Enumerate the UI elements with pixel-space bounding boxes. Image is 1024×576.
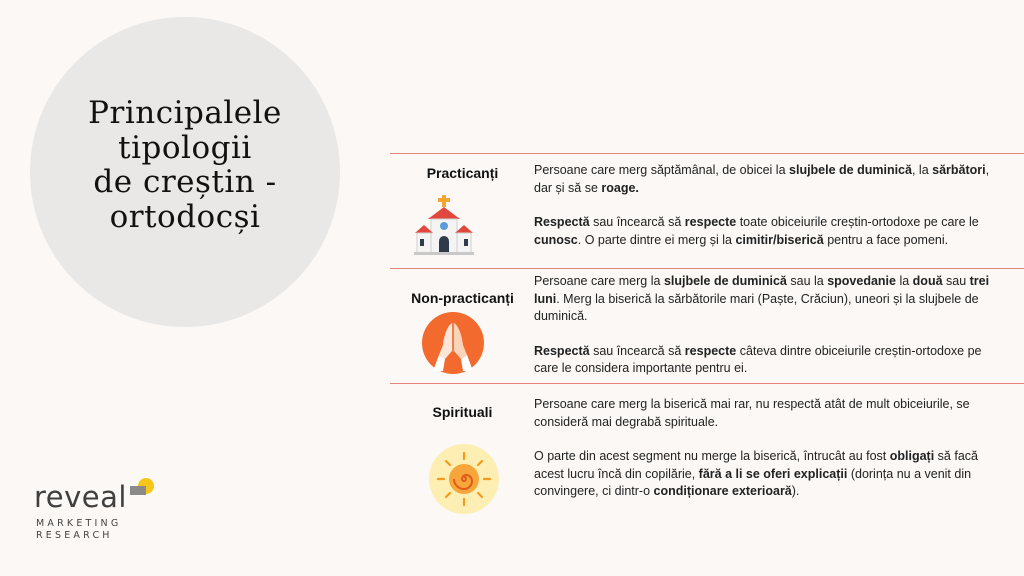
emphasis-text: trei luni (534, 274, 990, 306)
body-text: (dorința nu a venit din convingere, ci dintr-o (534, 466, 972, 498)
title-line: Principalele (88, 95, 282, 131)
description-paragraph (534, 396, 994, 431)
body-text: ). (791, 484, 800, 498)
body-text: câteva dintre obiceiurile creștin-ortodoxe pe care le considera importante pentru ei. (534, 343, 982, 375)
body-text: sau încearcă să (589, 215, 685, 229)
description-paragraph (534, 162, 994, 197)
emphasis-text: Respectă (534, 343, 590, 358)
body-text: la (895, 274, 913, 288)
typology-name: Practicanți (426, 165, 499, 181)
body-text: Persoane care merg la biserică mai rar, nu respectă atât de mult obiceiurile, se consideră mai degrabă spirituale. (534, 397, 970, 429)
logo-subtitle: RESEARCH (36, 530, 113, 541)
logo-wordmark: reveal (34, 480, 127, 514)
typology-description (534, 273, 994, 378)
body-text: Persoane care merg la (534, 274, 664, 288)
church-icon (412, 193, 476, 257)
typology-row-practicanti (390, 153, 1024, 268)
body-text: , la (911, 163, 933, 177)
body-text: . O parte dintre ei merg și la (577, 232, 736, 247)
typology-name: Non-practicanți (411, 290, 514, 306)
body-text: Persoane care merg săptămânal, de obicei la (534, 163, 790, 177)
body-text: sau la (786, 274, 828, 288)
emphasis-text: spovedanie (827, 274, 896, 288)
emphasis-text: roage. (601, 180, 639, 195)
typology-row-non-practicanti (390, 268, 1024, 383)
logo-subtitle: MARKETING (36, 518, 122, 529)
description-paragraph (534, 214, 994, 249)
body-text: O parte din acest segment nu merge la biserică, întrucât au fost (534, 449, 890, 463)
reveal-logo (34, 480, 164, 544)
emphasis-text: slujbele de duminică (789, 163, 912, 177)
emphasis-text: obligați (889, 449, 935, 463)
spiral-sun-icon (428, 443, 500, 515)
emphasis-text: respecte (684, 215, 737, 229)
emphasis-text: două (912, 274, 943, 288)
logo-mark-icon (126, 476, 156, 498)
body-text: sau (942, 274, 970, 288)
body-text: toate obiceiurile creștin-ortodoxe pe care le (736, 215, 979, 229)
typology-row-spirituali (390, 383, 1024, 513)
body-text: sau încearcă să (589, 343, 685, 358)
body-text: să facă acest lucru încă din copilărie, (534, 449, 978, 481)
praying-hands-icon (421, 311, 485, 375)
emphasis-text: respecte (684, 343, 737, 358)
emphasis-text: condiționare exterioară (653, 484, 792, 498)
typology-description (534, 162, 994, 249)
description-paragraph (534, 273, 994, 326)
body-text: , dar și să se (534, 163, 990, 195)
emphasis-text: Respectă (534, 215, 590, 229)
title-line: tipologii (118, 129, 252, 166)
body-text: pentru a face pomeni. (823, 232, 949, 247)
emphasis-text: slujbele de duminică (663, 274, 787, 288)
typology-description (534, 396, 994, 501)
description-paragraph (534, 448, 994, 501)
page-title (30, 96, 340, 235)
title-line: de creștin - (93, 164, 277, 201)
emphasis-text: cunosc (534, 232, 578, 247)
emphasis-text: fără a li se oferi explicații (698, 466, 848, 481)
typology-name: Spirituali (432, 404, 493, 420)
emphasis-text: cimitir/biserică (735, 232, 824, 247)
body-text: . Merg la biserică la sărbătorile mari (Paște, Crăciun), uneori și la slujbele de duminică. (534, 291, 979, 323)
title-line: ortodocși (109, 199, 261, 236)
emphasis-text: sărbători (932, 163, 986, 177)
description-paragraph (534, 343, 994, 378)
